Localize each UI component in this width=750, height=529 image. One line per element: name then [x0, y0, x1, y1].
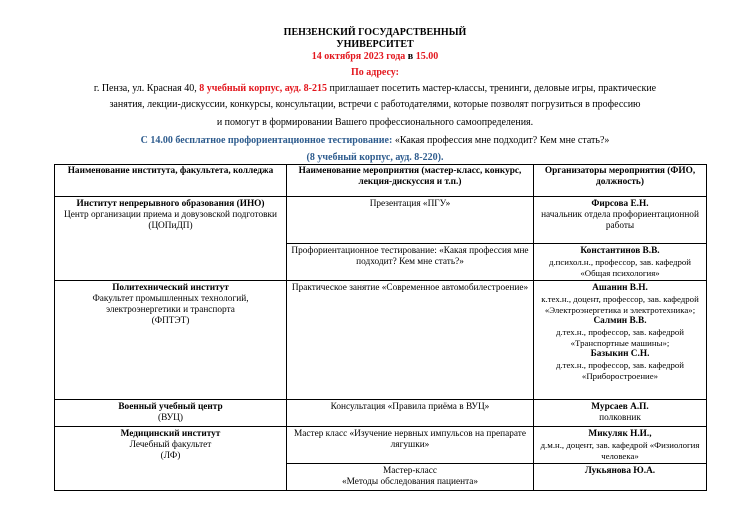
- event-cell: Мастер класс «Изучение нервных импульсов на препарате лягушки»: [287, 427, 534, 464]
- institute-name: Политехнический институт: [112, 283, 229, 293]
- organizer-name: Салмин В.В.: [593, 316, 647, 326]
- organizer-cell: [534, 464, 707, 491]
- event-cell: Профориентационное тестирование: «Какая профессия мне подходит? Кем мне стать?»: [287, 244, 534, 281]
- invitation-line2: занятия, лекции-дискуссии, конкурсы, консультации, встречи с работодателями, которые позволят погрузиться в профессию: [109, 99, 641, 110]
- institute-subdivision: Факультет промышленных технологий, электроэнергетики и транспорта: [92, 294, 249, 315]
- header-institute: Наименование института, факультета, колледжа: [55, 165, 287, 197]
- organizer-role: д.тех.н., профессор, зав. кафедрой «Приборостроение»: [556, 360, 684, 381]
- organizer-name: Фирсова Е.Н.: [591, 199, 649, 209]
- testing-bold: С 14.00 бесплатное профориентационное тестирование:: [140, 135, 393, 146]
- event-subtitle: «Методы обследования пациента»: [341, 477, 479, 487]
- organizer-role: полковник: [599, 413, 641, 423]
- organizer-cell: [534, 281, 707, 400]
- institute-name: Военный учебный центр: [118, 402, 223, 412]
- organizer-role: д.тех.н., профессор, зав. кафедрой «Транспортные машины»;: [556, 327, 684, 348]
- university-title-line1: ПЕНЗЕНСКИЙ ГОСУДАРСТВЕННЫЙ: [283, 27, 467, 38]
- institute-cell-vuc: [55, 400, 287, 427]
- table-row: [55, 281, 707, 400]
- organizer-role: д.психол.н., профессор, зав. кафедрой «Общая психология»: [548, 257, 691, 278]
- testing-announcement: [0, 133, 750, 149]
- organizer-name: Ашанин В.Н.: [592, 283, 648, 293]
- event-cell: Консультация «Правила приёма в ВУЦ»: [287, 400, 534, 427]
- testing-location: (8 учебный корпус, ауд. 8-220).: [306, 152, 444, 163]
- invitation-line3: и помогут в формировании Вашего профессионального самоопределения.: [216, 117, 534, 128]
- address-prefix: г. Пенза, ул. Красная 40,: [93, 83, 200, 94]
- event-title: Мастер-класс: [383, 466, 437, 476]
- organizer-role: д.м.н., доцент, зав. кафедрой «Физиология человека»: [540, 440, 700, 461]
- institute-name: Институт непрерывного образования (ИНО): [76, 199, 265, 209]
- address-highlight: 8 учебный корпус, ауд. 8-215: [199, 83, 327, 94]
- organizer-name: Мурсаев А.П.: [591, 402, 649, 412]
- organizer-cell: [534, 427, 707, 464]
- event-cell: Презентация «ПГУ»: [287, 197, 534, 244]
- header-organizers: Организаторы мероприятия (ФИО, должность): [534, 165, 707, 197]
- institute-abbr: (ЛФ): [160, 451, 181, 461]
- header-event: Наименование мероприятия (мастер-класс, конкурс, лекция-дискуссия и т.п.): [287, 165, 534, 197]
- table-row: [55, 427, 707, 464]
- university-title-line2: УНИВЕРСИТЕТ: [336, 39, 414, 50]
- organizer-name: Лукьянова Ю.А.: [584, 466, 656, 476]
- address-suffix: приглашает посетить мастер-классы, тренинги, деловые игры, практические: [326, 83, 657, 94]
- institute-abbr: (ФПТЭТ): [151, 316, 190, 326]
- organizer-role: к.тех.н., доцент, профессор, зав. кафедрой «Электроэнергетика и электротехника»;: [541, 294, 699, 315]
- invitation-line1: [0, 81, 750, 97]
- address-label: По адресу:: [351, 67, 399, 78]
- institute-cell-polytech: [55, 281, 287, 400]
- event-cell: [287, 464, 534, 491]
- institute-abbr: (ЦОПиДП): [148, 221, 193, 231]
- institute-cell-med: [55, 427, 287, 491]
- events-table: [54, 164, 707, 491]
- institute-abbr: (ВУЦ): [158, 413, 183, 423]
- table-header-row: [55, 165, 707, 197]
- event-datetime: [0, 51, 750, 63]
- organizer-cell: [534, 400, 707, 427]
- table-row: [55, 197, 707, 244]
- institute-cell-ino: [55, 197, 287, 281]
- institute-subdivision: Лечебный факультет: [129, 440, 212, 450]
- testing-question: «Какая профессия мне подходит? Кем мне стать?»: [392, 135, 610, 146]
- date-connector: в: [405, 51, 416, 62]
- event-cell: Практическое занятие «Современное автомобилестроение»: [287, 281, 534, 400]
- document-header: [0, 27, 750, 166]
- organizer-role: начальник отдела профориентационной работы: [541, 210, 699, 231]
- organizer-cell: [534, 197, 707, 244]
- organizer-cell: [534, 244, 707, 281]
- event-time: 15.00: [415, 51, 439, 62]
- organizer-name: Микуляк Н.И.,: [588, 429, 652, 439]
- organizer-name: Базыкин С.Н.: [590, 349, 650, 359]
- table-row: [55, 400, 707, 427]
- institute-subdivision: Центр организации приема и довузовской подготовки: [64, 210, 277, 220]
- organizer-name: Константинов В.В.: [580, 246, 660, 256]
- event-date: 14 октября 2023 года: [311, 51, 406, 62]
- institute-name: Медицинский институт: [120, 429, 221, 439]
